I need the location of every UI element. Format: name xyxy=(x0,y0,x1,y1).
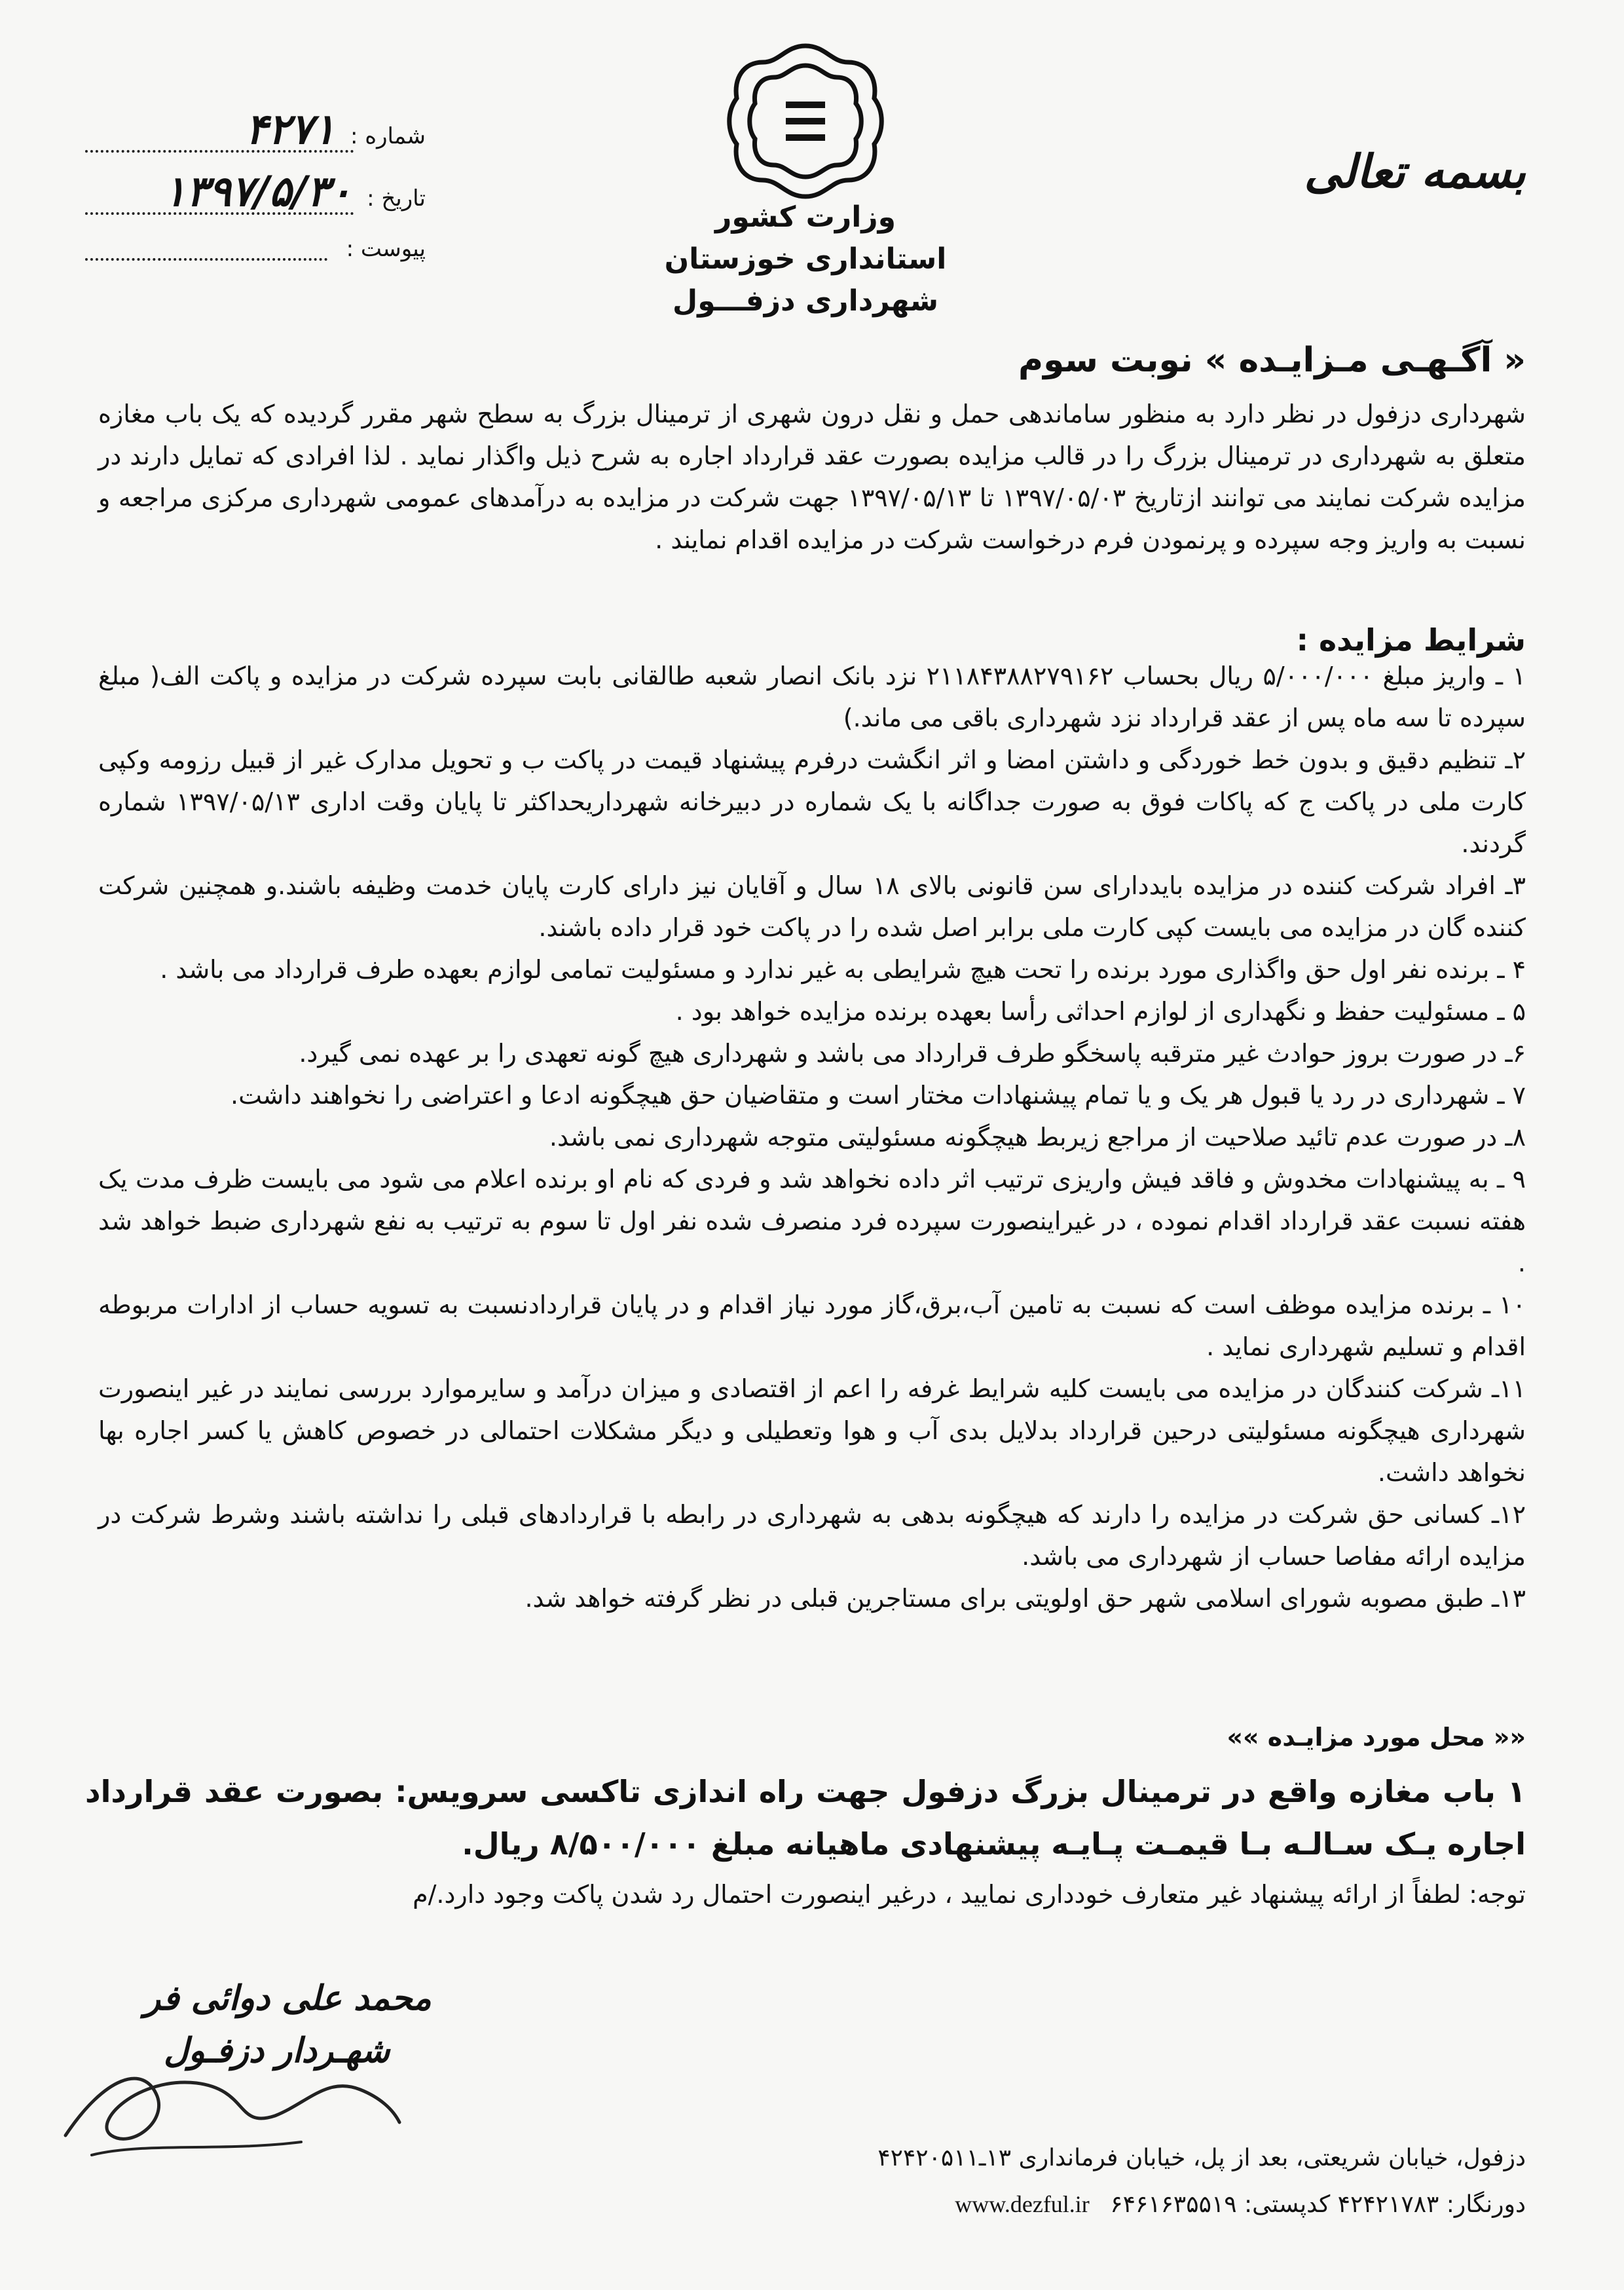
number-label: شماره : xyxy=(350,123,426,149)
basmala-heading: بسمه تعالی xyxy=(1304,144,1526,198)
number-value: ۴۲۷۱ xyxy=(245,105,336,154)
date-dotted-line xyxy=(85,212,354,215)
notice-title: « آگـهـی مـزایـده » نوبت سوم xyxy=(1018,341,1526,380)
number-field xyxy=(85,105,426,154)
location-text: ۱ باب مغازه واقع در ترمینال بزرگ دزفول جهت راه اندازی تاکسی سرویس: بصورت عقد قرارداد اجاره یـک سـالـه بـا قیمـت پـایـه پیشنهادی ماهیانه مبلغ ۸/۵۰۰/۰۰۰ ریال. xyxy=(85,1774,1526,1862)
condition-item: ۲ـ تنظیم دقیق و بدون خط خوردگی و داشتن امضا و اثر انگشت درفرم پیشنهاد قیمت در پاکت ب و تحویل مدارک غیر از قبیل رزومه وکپی کارت ملی در پاکت ج که پاکات فوق به صورت جداگانه با یک شماره در دبیرخانه شهرداریحداکثر تا پایان وقت اداری ۱۳۹۷/۰۵/۱۳ شماره گردند. xyxy=(98,745,1526,858)
condition-item: ۱۰ ـ برنده مزایده موظف است که نسبت به تامین آب،برق،گاز مورد نیاز اقدام و در پایان قراردادنسبت به تسویه حساب از ادارات مربوطه اقدام و تسلیم شهرداری نماید . xyxy=(98,1290,1526,1361)
date-field xyxy=(85,167,426,216)
condition-item: ۱۲ـ کسانی حق شرکت در مزایده را دارند که هیچگونه بدهی به شهرداری در رابطه با قراردادهای قبلی را نداشته باشند وشرط شرکت در مزایده ارائه مفاصا حساب از شهرداری می باشد. xyxy=(98,1500,1526,1571)
footer-contact xyxy=(877,2181,1526,2228)
condition-item: ۵ ـ مسئولیت حفظ و نگهداری از لوازم احداثی رأسا بعهده برنده مزایده خواهد بود . xyxy=(675,997,1526,1026)
condition-item: ۸ـ در صورت عدم تائید صلاحیت از مراجع زیربط هیچگونه مسئولیتی متوجه شهرداری نمی باشد. xyxy=(549,1123,1526,1152)
conditions-list xyxy=(98,655,1526,1619)
condition-item: ۱۳ـ طبق مصوبه شورای اسلامی شهر حق اولویتی برای مستاجرین قبلی در نظر گرفته خواهد شد. xyxy=(525,1584,1526,1613)
footer-website: www.dezful.ir xyxy=(955,2191,1090,2217)
number-dotted-line xyxy=(85,150,354,153)
attachment-field xyxy=(85,236,426,262)
footer-address: دزفول، خیابان شریعتی، بعد از پل، خیابان فرمانداری ۱۳ـ۴۲۴۲۰۵۱۱ xyxy=(877,2145,1526,2171)
municipality-emblem-icon xyxy=(720,39,891,203)
municipality-line: شهرداری دزفـــول xyxy=(673,284,938,318)
province-line: استانداری خوزستان xyxy=(664,242,947,276)
condition-item: ۹ ـ به پیشنهادات مخدوش و فاقد فیش واریزی ترتیب اثر داده نخواهد شد و فردی که نام او برنده اعلام می شود می بایست ظرف مدت یک هفته نسبت عقد قرارداد اقدام نموده ، در غیراینصورت سپرده فرد منصرف شده نفر اول تا سوم به ترتیب به نفع شهرداری ضبط خواهد شد . xyxy=(98,1165,1526,1277)
issuer-block xyxy=(629,197,982,322)
condition-item: ۷ ـ شهرداری در رد یا قبول هر یک و یا تمام پیشنهادات مختار است و متقاضیان حق هیچگونه ادعا و اعتراضی را نخواهند داشت. xyxy=(231,1081,1526,1110)
condition-item: ۱ ـ واریز مبلغ ۵/۰۰۰/۰۰۰ ریال بحساب ۲۱۱۸۴۳۸۸۲۷۹۱۶۲ نزد بانک انصار شعبه طالقانی بابت سپرده شرکت در مزایده و پاکت الف( مبلغ سپرده تا سه ماه پس از عقد قرارداد نزد شهرداری باقی می ماند.) xyxy=(98,662,1526,732)
signatory-title: شهـردار دزفـول xyxy=(164,2031,390,2071)
condition-item: ۶ـ در صورت بروز حوادث غیر مترقبه پاسخگو طرف قرارداد می باشد و شهرداری هیچ گونه تعهدی را بر عهده نمی گیرد. xyxy=(299,1039,1526,1068)
date-label: تاریخ : xyxy=(367,185,426,212)
location-title: «« محل مورد مزایـده »» xyxy=(1227,1723,1526,1752)
signatory-name: محمد علی دوائی فر xyxy=(144,1978,432,2018)
footer xyxy=(877,2135,1526,2228)
date-value: ۱۳۹۷/۵/۳۰ xyxy=(163,167,352,216)
note-text: توجه: لطفاً از ارائه پیشنهاد غیر متعارف خودداری نمایید ، درغیر اینصورت احتمال رد شدن پاکت وجود دارد./م xyxy=(413,1880,1526,1909)
attachment-dotted-line xyxy=(85,258,327,261)
ministry-line: وزارت کشور xyxy=(715,200,896,234)
footer-fax-postal: دورنگار: ۴۲۴۲۱۷۸۳ کدپستی: ۶۴۶۱۶۳۵۵۱۹ xyxy=(1110,2191,1526,2218)
condition-item: ۳ـ افراد شرکت کننده در مزایده بایددارای سن قانونی بالای ۱۸ سال و آقایان نیز دارای کارت پایان خدمت وظیفه باشند.و همچنین شرکت کننده گان در مزایده می بایست کپی کارت ملی برابر اصل شده را در پاکت خود قرار داده باشند. xyxy=(98,871,1526,942)
condition-item: ۱۱ـ شرکت کنندگان در مزایده می بایست کلیه شرایط غرفه را اعم از اقتصادی و میزان درآمد و سایرموارد بررسی نمایند در غیر اینصورت شهرداری هیچگونه مسئولیتی درحین قرارداد بدلایل بدی آب و هوا وتعطیلی و دیگر مشکلات احتمالی در خصوص کاهش یا کسر اجاره بها نخواهد داشت. xyxy=(98,1374,1526,1487)
attachment-label: پیوست : xyxy=(346,236,426,262)
condition-item: ۴ ـ برنده نفر اول حق واگذاری مورد برنده را تحت هیچ شرایطی به غیر ندارد و مسئولیت تمامی لوازم بعهده طرف قرارداد می باشد . xyxy=(160,955,1526,984)
notice-intro: شهرداری دزفول در نظر دارد به منظور ساماندهی حمل و نقل درون شهری از ترمینال بزرگ به سطح شهر مقرر گردیده که یک باب مغازه متعلق به شهرداری در ترمینال بزرگ را در قالب مزایده بصورت عقد قرارداد اجاره به شرح ذیل واگذار نماید . لذا افرادی که تمایل دارند در مزایده شرکت نمایند می توانند ازتاریخ ۱۳۹۷/۰۵/۰۳ تا ۱۳۹۷/۰۵/۱۳ جهت شرکت در مزایده به درآمدهای عمومی شهرداری مرکزی مراجعه و نسبت به واریز وجه سپرده و پرنمودن فرم درخواست شرکت در مزایده اقدام نمایند . xyxy=(98,400,1526,554)
conditions-title: شرایط مزایده : xyxy=(1296,622,1526,658)
handwritten-signature-icon xyxy=(52,2037,406,2168)
